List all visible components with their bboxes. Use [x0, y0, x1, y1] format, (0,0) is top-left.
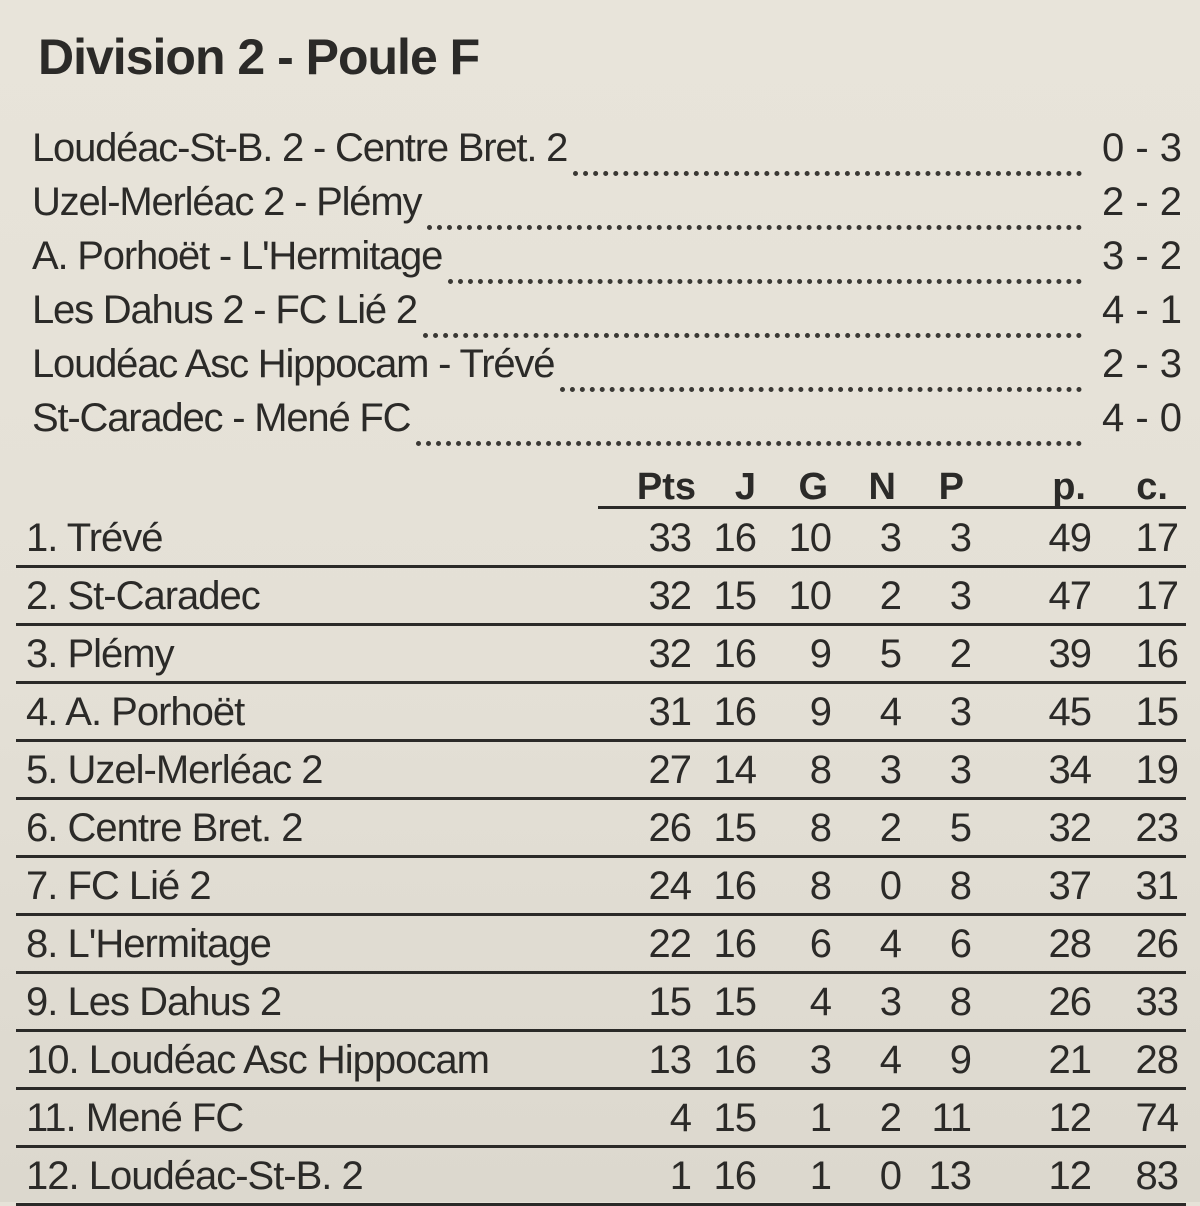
section-title: Division 2 - Poule F	[38, 29, 480, 85]
table-row	[16, 916, 1186, 974]
cell-points: 32	[648, 632, 691, 676]
cell-goals-against: 17	[1135, 574, 1178, 618]
cell-goals-for: 47	[1048, 574, 1091, 618]
result-match: Uzel-Merléac 2 - Plémy	[32, 180, 422, 224]
cell-points: 27	[648, 748, 691, 792]
header-rule	[598, 506, 1186, 509]
cell-team: 5. Uzel-Merléac 2	[26, 748, 323, 792]
table-row	[16, 1032, 1186, 1090]
leader-dots	[573, 141, 1082, 176]
cell-goals-for: 39	[1048, 632, 1091, 676]
cell-points: 1	[669, 1154, 691, 1198]
header-j: J	[734, 466, 756, 508]
cell-won: 3	[809, 1038, 831, 1082]
cell-drawn: 4	[879, 1038, 901, 1082]
leader-dots	[448, 249, 1082, 284]
cell-lost: 3	[949, 748, 971, 792]
cell-drawn: 3	[879, 748, 901, 792]
cell-won: 9	[809, 632, 831, 676]
cell-drawn: 2	[879, 1096, 901, 1140]
cell-drawn: 2	[879, 574, 901, 618]
cell-points: 22	[648, 922, 691, 966]
cell-goals-for: 45	[1048, 690, 1091, 734]
cell-team: 8. L'Hermitage	[26, 922, 271, 966]
result-match: A. Porhoët - L'Hermitage	[32, 234, 443, 278]
cell-lost: 3	[949, 690, 971, 734]
cell-team: 12. Loudéac-St-B. 2	[26, 1154, 363, 1198]
cell-lost: 3	[949, 574, 971, 618]
table-row	[16, 858, 1186, 916]
table-row	[16, 800, 1186, 858]
cell-played: 16	[713, 1154, 756, 1198]
cell-played: 16	[713, 1038, 756, 1082]
cell-goals-against: 23	[1135, 806, 1178, 850]
result-score: 4 - 1	[1101, 288, 1182, 332]
cell-goals-against: 28	[1135, 1038, 1178, 1082]
table-row	[16, 1148, 1186, 1206]
standings-rows	[16, 510, 1186, 1206]
cell-played: 15	[713, 1096, 756, 1140]
cell-team: 10. Loudéac Asc Hippocam	[26, 1038, 489, 1082]
result-row	[32, 126, 1182, 180]
cell-drawn: 4	[879, 690, 901, 734]
cell-lost: 9	[949, 1038, 971, 1082]
cell-played: 14	[713, 748, 756, 792]
cell-goals-against: 17	[1135, 516, 1178, 560]
cell-drawn: 3	[879, 516, 901, 560]
cell-played: 15	[713, 980, 756, 1024]
cell-won: 6	[809, 922, 831, 966]
result-match: Les Dahus 2 - FC Lié 2	[32, 288, 417, 332]
cell-points: 31	[648, 690, 691, 734]
cell-lost: 3	[949, 516, 971, 560]
cell-goals-against: 19	[1135, 748, 1178, 792]
cell-drawn: 2	[879, 806, 901, 850]
cell-won: 1	[809, 1096, 831, 1140]
cell-won: 4	[809, 980, 831, 1024]
cell-points: 26	[648, 806, 691, 850]
cell-points: 33	[648, 516, 691, 560]
cell-team: 4. A. Porhoët	[26, 690, 245, 734]
cell-won: 10	[788, 574, 831, 618]
cell-team: 9. Les Dahus 2	[26, 980, 282, 1024]
cell-played: 16	[713, 516, 756, 560]
cell-points: 13	[648, 1038, 691, 1082]
cell-goals-for: 49	[1048, 516, 1091, 560]
cell-won: 8	[809, 864, 831, 908]
cell-lost: 6	[949, 922, 971, 966]
header-g: G	[798, 466, 828, 508]
leader-dots	[427, 195, 1082, 230]
header-n: N	[868, 466, 896, 508]
cell-team: 11. Mené FC	[26, 1096, 244, 1140]
cell-goals-for: 32	[1048, 806, 1091, 850]
cell-lost: 5	[949, 806, 971, 850]
result-row	[32, 180, 1182, 234]
cell-won: 9	[809, 690, 831, 734]
cell-won: 8	[809, 748, 831, 792]
cell-goals-for: 28	[1048, 922, 1091, 966]
result-row	[32, 234, 1182, 288]
result-score: 4 - 0	[1101, 396, 1182, 440]
table-row	[16, 626, 1186, 684]
cell-lost: 11	[931, 1096, 971, 1140]
header-p: P	[938, 466, 964, 508]
cell-team: 1. Trévé	[26, 516, 163, 560]
cell-played: 16	[713, 632, 756, 676]
table-row	[16, 974, 1186, 1032]
cell-played: 16	[713, 690, 756, 734]
cell-drawn: 0	[879, 864, 901, 908]
cell-lost: 8	[949, 980, 971, 1024]
result-score: 2 - 3	[1101, 342, 1182, 386]
leader-dots	[416, 411, 1082, 446]
cell-goals-for: 26	[1048, 980, 1091, 1024]
cell-goals-for: 37	[1048, 864, 1091, 908]
cell-goals-for: 12	[1048, 1154, 1091, 1198]
cell-team: 6. Centre Bret. 2	[26, 806, 303, 850]
cell-played: 16	[713, 864, 756, 908]
cell-goals-against: 26	[1135, 922, 1178, 966]
cell-lost: 2	[949, 632, 971, 676]
cell-goals-against: 15	[1135, 690, 1178, 734]
leader-dots	[560, 357, 1082, 392]
result-row	[32, 288, 1182, 342]
header-goals-against: c.	[1136, 466, 1168, 508]
result-match: Loudéac Asc Hippocam - Trévé	[32, 342, 555, 386]
cell-drawn: 5	[879, 632, 901, 676]
cell-won: 8	[809, 806, 831, 850]
cell-goals-against: 74	[1135, 1096, 1178, 1140]
cell-drawn: 3	[879, 980, 901, 1024]
cell-goals-for: 12	[1048, 1096, 1091, 1140]
table-row	[16, 568, 1186, 626]
result-score: 2 - 2	[1101, 180, 1182, 224]
cell-goals-for: 34	[1048, 748, 1091, 792]
cell-team: 7. FC Lié 2	[26, 864, 211, 908]
cell-played: 15	[713, 806, 756, 850]
header-pts: Pts	[636, 466, 696, 508]
cell-points: 4	[669, 1096, 691, 1140]
cell-team: 2. St-Caradec	[26, 574, 260, 618]
cell-lost: 8	[949, 864, 971, 908]
cell-goals-against: 33	[1135, 980, 1178, 1024]
table-row	[16, 1090, 1186, 1148]
cell-points: 24	[648, 864, 691, 908]
cell-drawn: 4	[879, 922, 901, 966]
cell-team: 3. Plémy	[26, 632, 174, 676]
cell-goals-for: 21	[1048, 1038, 1091, 1082]
cell-goals-against: 31	[1135, 864, 1178, 908]
table-row	[16, 742, 1186, 800]
cell-goals-against: 83	[1135, 1154, 1178, 1198]
cell-played: 15	[713, 574, 756, 618]
result-match: St-Caradec - Mené FC	[32, 396, 411, 440]
cell-goals-against: 16	[1135, 632, 1178, 676]
results-list	[32, 126, 1182, 450]
cell-points: 15	[648, 980, 691, 1024]
leader-dots	[423, 303, 1082, 338]
header-goals-for: p.	[1052, 466, 1086, 508]
result-match: Loudéac-St-B. 2 - Centre Bret. 2	[32, 126, 568, 170]
cell-lost: 13	[928, 1154, 971, 1198]
table-row	[16, 684, 1186, 742]
cell-won: 1	[809, 1154, 831, 1198]
standings-header	[16, 462, 1186, 510]
cell-drawn: 0	[879, 1154, 901, 1198]
result-row	[32, 396, 1182, 450]
standings-table	[16, 462, 1186, 1206]
result-score: 3 - 2	[1101, 234, 1182, 278]
cell-won: 10	[788, 516, 831, 560]
result-row	[32, 342, 1182, 396]
table-row	[16, 510, 1186, 568]
cell-played: 16	[713, 922, 756, 966]
result-score: 0 - 3	[1101, 126, 1182, 170]
cell-points: 32	[648, 574, 691, 618]
